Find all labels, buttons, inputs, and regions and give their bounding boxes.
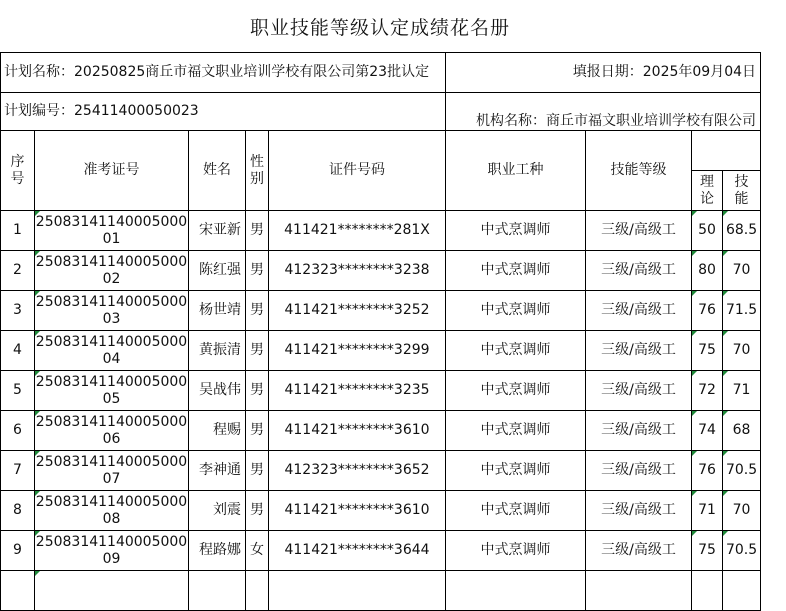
occupation-cell[interactable]: 中式烹调师 bbox=[446, 251, 586, 291]
name-cell[interactable]: 刘震 bbox=[189, 491, 246, 531]
seq-cell[interactable]: 1 bbox=[1, 211, 35, 251]
level-cell[interactable]: 三级/高级工 bbox=[586, 491, 692, 531]
name-cell[interactable]: 程赐 bbox=[189, 411, 246, 451]
skill-score-cell[interactable]: 70.5 bbox=[723, 531, 761, 571]
exam-no-cell[interactable]: 2508314114000500006 bbox=[35, 411, 189, 451]
gender-cell[interactable]: 男 bbox=[246, 491, 269, 531]
skill-score-cell[interactable]: 68 bbox=[723, 411, 761, 451]
id-no-cell[interactable]: 411421********3235 bbox=[269, 371, 446, 411]
table-row bbox=[1, 291, 761, 331]
level-cell[interactable]: 三级/高级工 bbox=[586, 371, 692, 411]
skill-score-cell[interactable]: 70 bbox=[723, 251, 761, 291]
skill-score-cell[interactable]: 70 bbox=[723, 491, 761, 531]
level-cell[interactable]: 三级/高级工 bbox=[586, 331, 692, 371]
plan-no: 计划编号：25411400050023 bbox=[4, 103, 199, 119]
exam-no-cell[interactable]: 2508314114000500001 bbox=[35, 211, 189, 251]
table-row bbox=[1, 451, 761, 491]
occupation-cell[interactable] bbox=[446, 571, 586, 611]
fill-date-cell[interactable] bbox=[446, 53, 761, 93]
name-cell[interactable]: 程路娜 bbox=[189, 531, 246, 571]
exam-no-cell[interactable]: 2508314114000500007 bbox=[35, 451, 189, 491]
skill-score-cell[interactable]: 71.5 bbox=[723, 291, 761, 331]
table-row bbox=[1, 251, 761, 291]
id-no-cell[interactable]: 411421********281X bbox=[269, 211, 446, 251]
occupation-cell[interactable]: 中式烹调师 bbox=[446, 371, 586, 411]
theory-score-cell[interactable]: 76 bbox=[692, 291, 723, 331]
theory-score-cell[interactable]: 71 bbox=[692, 491, 723, 531]
header-level[interactable]: 技能等级 bbox=[586, 131, 692, 211]
header-gender[interactable]: 性别 bbox=[246, 131, 269, 211]
level-cell[interactable]: 三级/高级工 bbox=[586, 291, 692, 331]
seq-cell[interactable]: 6 bbox=[1, 411, 35, 451]
plan-name-cell[interactable] bbox=[1, 53, 446, 93]
id-no-cell[interactable]: 411421********3299 bbox=[269, 331, 446, 371]
level-cell[interactable]: 三级/高级工 bbox=[586, 531, 692, 571]
theory-score-cell[interactable]: 80 bbox=[692, 251, 723, 291]
gender-cell[interactable]: 男 bbox=[246, 451, 269, 491]
plan-no-cell[interactable] bbox=[1, 93, 446, 131]
seq-cell[interactable]: 9 bbox=[1, 531, 35, 571]
exam-no-cell[interactable]: 2508314114000500008 bbox=[35, 491, 189, 531]
gender-cell[interactable]: 男 bbox=[246, 251, 269, 291]
occupation-cell[interactable]: 中式烹调师 bbox=[446, 331, 586, 371]
level-cell[interactable]: 三级/高级工 bbox=[586, 211, 692, 251]
exam-no-cell[interactable] bbox=[35, 571, 189, 611]
theory-score-cell[interactable]: 72 bbox=[692, 371, 723, 411]
id-no-cell[interactable]: 411421********3252 bbox=[269, 291, 446, 331]
theory-score-cell[interactable]: 75 bbox=[692, 331, 723, 371]
occupation-cell[interactable]: 中式烹调师 bbox=[446, 411, 586, 451]
fill-date: 填报日期：2025年09月04日 bbox=[572, 64, 757, 80]
header-name[interactable]: 姓名 bbox=[189, 131, 246, 211]
name-cell[interactable]: 陈红强 bbox=[189, 251, 246, 291]
id-no-cell[interactable]: 411421********3610 bbox=[269, 491, 446, 531]
occupation-cell[interactable]: 中式烹调师 bbox=[446, 451, 586, 491]
name-cell[interactable]: 黄振清 bbox=[189, 331, 246, 371]
name-cell[interactable]: 宋亚新 bbox=[189, 211, 246, 251]
skill-score-cell[interactable]: 70.5 bbox=[723, 451, 761, 491]
occupation-cell[interactable]: 中式烹调师 bbox=[446, 531, 586, 571]
name-cell[interactable]: 李神通 bbox=[189, 451, 246, 491]
gender-cell[interactable]: 女 bbox=[246, 531, 269, 571]
skill-score-cell[interactable]: 70 bbox=[723, 331, 761, 371]
skill-score-cell[interactable] bbox=[723, 571, 761, 611]
seq-cell[interactable]: 3 bbox=[1, 291, 35, 331]
table-row bbox=[1, 411, 761, 451]
exam-no-cell[interactable]: 2508314114000500002 bbox=[35, 251, 189, 291]
theory-score-cell[interactable]: 76 bbox=[692, 451, 723, 491]
gender-cell[interactable]: 男 bbox=[246, 331, 269, 371]
occupation-cell[interactable]: 中式烹调师 bbox=[446, 291, 586, 331]
table-row bbox=[1, 531, 761, 571]
org-name-cell[interactable] bbox=[446, 93, 761, 131]
name-cell[interactable]: 杨世靖 bbox=[189, 291, 246, 331]
skill-score-cell[interactable]: 71 bbox=[723, 371, 761, 411]
seq-cell[interactable]: 8 bbox=[1, 491, 35, 531]
exam-no-cell[interactable]: 2508314114000500009 bbox=[35, 531, 189, 571]
occupation-cell[interactable]: 中式烹调师 bbox=[446, 211, 586, 251]
gender-cell[interactable]: 男 bbox=[246, 291, 269, 331]
header-theory[interactable]: 理论 bbox=[692, 171, 723, 211]
id-no-cell[interactable] bbox=[269, 571, 446, 611]
id-no-cell[interactable]: 412323********3652 bbox=[269, 451, 446, 491]
header-seq[interactable]: 序号 bbox=[1, 131, 35, 211]
skill-score-cell[interactable]: 68.5 bbox=[723, 211, 761, 251]
level-cell[interactable]: 三级/高级工 bbox=[586, 251, 692, 291]
level-cell[interactable]: 三级/高级工 bbox=[586, 411, 692, 451]
header-score-group[interactable] bbox=[692, 131, 761, 171]
gender-cell[interactable]: 男 bbox=[246, 411, 269, 451]
table-row bbox=[1, 371, 761, 411]
header-occupation[interactable]: 职业工种 bbox=[446, 131, 586, 211]
table-row bbox=[1, 331, 761, 371]
seq-cell[interactable]: 5 bbox=[1, 371, 35, 411]
seq-cell[interactable]: 4 bbox=[1, 331, 35, 371]
header-exam-no[interactable]: 准考证号 bbox=[35, 131, 189, 211]
roster-table bbox=[0, 52, 761, 611]
exam-no-cell[interactable]: 2508314114000500003 bbox=[35, 291, 189, 331]
occupation-cell[interactable]: 中式烹调师 bbox=[446, 491, 586, 531]
id-no-cell[interactable]: 412323********3238 bbox=[269, 251, 446, 291]
table-row bbox=[1, 491, 761, 531]
id-no-cell[interactable]: 411421********3610 bbox=[269, 411, 446, 451]
gender-cell[interactable] bbox=[246, 571, 269, 611]
theory-score-cell[interactable]: 50 bbox=[692, 211, 723, 251]
level-cell[interactable] bbox=[586, 571, 692, 611]
name-cell[interactable] bbox=[189, 571, 246, 611]
level-cell[interactable]: 三级/高级工 bbox=[586, 451, 692, 491]
seq-cell[interactable] bbox=[1, 571, 35, 611]
page-title: 职业技能等级认定成绩花名册 bbox=[249, 16, 510, 39]
exam-no-cell[interactable]: 2508314114000500004 bbox=[35, 331, 189, 371]
header-id-no[interactable]: 证件号码 bbox=[269, 131, 446, 211]
theory-score-cell[interactable]: 75 bbox=[692, 531, 723, 571]
theory-score-cell[interactable] bbox=[692, 571, 723, 611]
id-no-cell[interactable]: 411421********3644 bbox=[269, 531, 446, 571]
header-skill[interactable]: 技能 bbox=[723, 171, 761, 211]
table-row bbox=[1, 211, 761, 251]
table-row bbox=[1, 571, 761, 611]
gender-cell[interactable]: 男 bbox=[246, 371, 269, 411]
gender-cell[interactable]: 男 bbox=[246, 211, 269, 251]
org-name: 机构名称：商丘市福文职业培训学校有限公司 bbox=[476, 113, 757, 129]
theory-score-cell[interactable]: 74 bbox=[692, 411, 723, 451]
exam-no-cell[interactable]: 2508314114000500005 bbox=[35, 371, 189, 411]
seq-cell[interactable]: 2 bbox=[1, 251, 35, 291]
seq-cell[interactable]: 7 bbox=[1, 451, 35, 491]
name-cell[interactable]: 吴战伟 bbox=[189, 371, 246, 411]
plan-name: 计划名称：20250825商丘市福文职业培训学校有限公司第23批认定 bbox=[4, 64, 430, 80]
